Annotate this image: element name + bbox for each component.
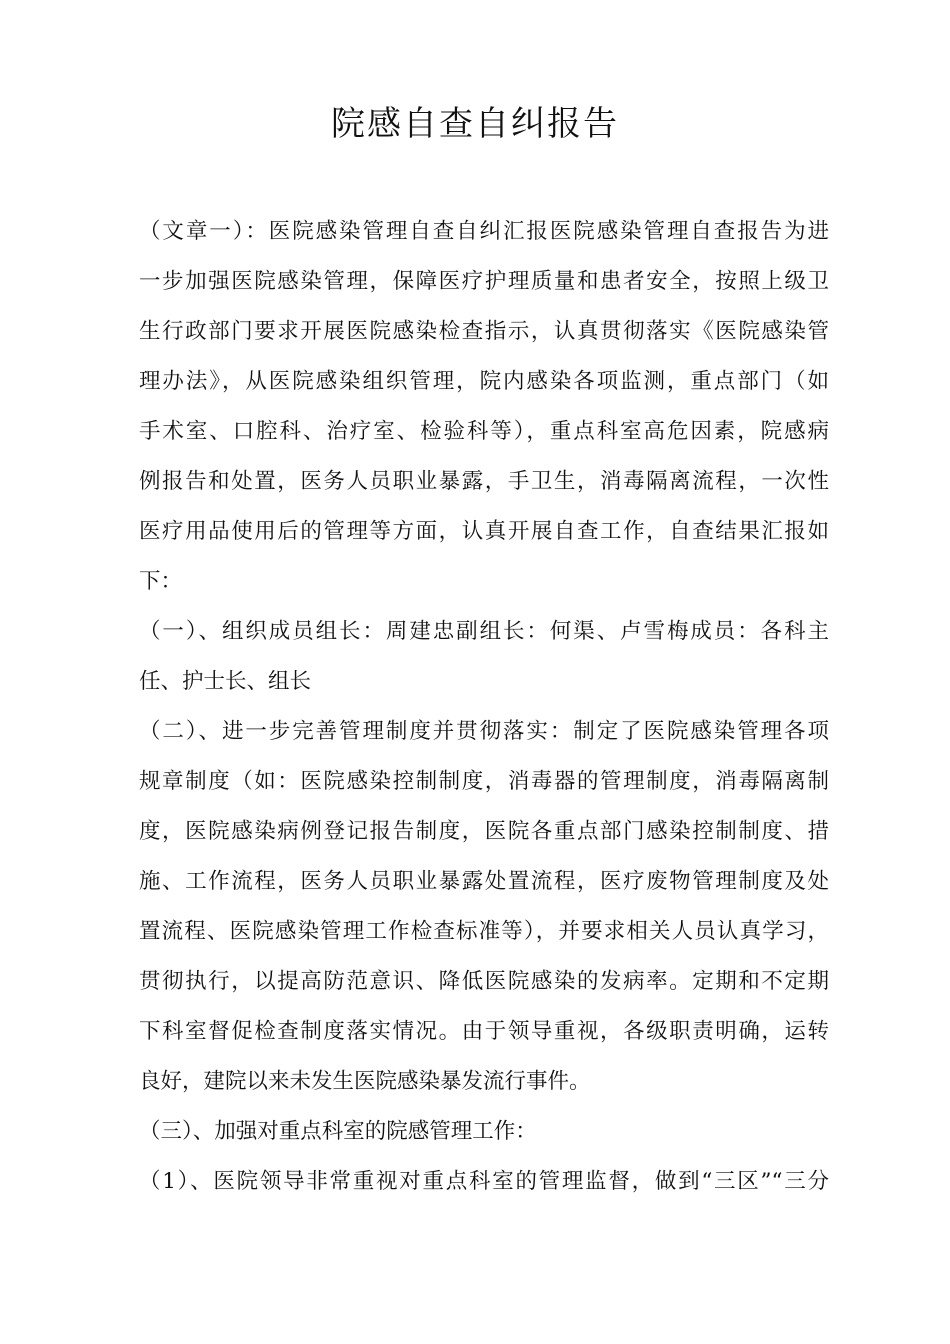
body-line: （二）、进一步完善管理制度并贯彻落实：制定了医院感染管理各项 bbox=[139, 719, 829, 744]
body-line: 下： bbox=[139, 569, 183, 594]
body-line: 医疗用品使用后的管理等方面，认真开展自查工作，自查结果汇报如 bbox=[139, 519, 829, 544]
body-line: 手术室、口腔科、治疗室、检验科等），重点科室高危因素，院感病 bbox=[139, 419, 829, 444]
document-title: 院感自查自纠报告 bbox=[331, 104, 619, 144]
body-line: 施、工作流程，医务人员职业暴露处置流程，医疗废物管理制度及处 bbox=[139, 869, 829, 894]
document-body bbox=[139, 207, 829, 1207]
body-line: （三）、加强对重点科室的院感管理工作： bbox=[139, 1119, 537, 1144]
body-line: 规章制度（如：医院感染控制制度，消毒器的管理制度，消毒隔离制 bbox=[139, 769, 829, 794]
body-line: 度，医院感染病例登记报告制度，医院各重点部门感染控制制度、措 bbox=[139, 819, 829, 844]
body-line: 置流程、医院感染管理工作检查标准等），并要求相关人员认真学习， bbox=[139, 919, 829, 944]
body-line: 下科室督促检查制度落实情况。由于领导重视，各级职责明确，运转 bbox=[139, 1019, 829, 1044]
body-line: 贯彻执行，以提高防范意识、降低医院感染的发病率。定期和不定期 bbox=[139, 969, 829, 994]
body-line: 生行政部门要求开展医院感染检查指示，认真贯彻落实《医院感染管 bbox=[139, 319, 829, 344]
body-line: 例报告和处置，医务人员职业暴露，手卫生，消毒隔离流程，一次性 bbox=[139, 469, 829, 494]
body-line: 一步加强医院感染管理，保障医疗护理质量和患者安全，按照上级卫 bbox=[139, 269, 829, 294]
body-line: 任、护士长、组长 bbox=[139, 669, 312, 694]
body-line: （1）、医院领导非常重视对重点科室的管理监督，做到“三区”“三分 bbox=[139, 1169, 829, 1194]
body-line: 良好，建院以来未发生医院感染暴发流行事件。 bbox=[139, 1069, 591, 1094]
body-line: （一）、组织成员组长：周建忠副组长：何渠、卢雪梅成员：各科主 bbox=[139, 619, 829, 644]
body-line: 理办法》，从医院感染组织管理，院内感染各项监测，重点部门（如 bbox=[139, 369, 829, 394]
body-line: （文章一）：医院感染管理自查自纠汇报医院感染管理自查报告为进 bbox=[139, 219, 829, 244]
